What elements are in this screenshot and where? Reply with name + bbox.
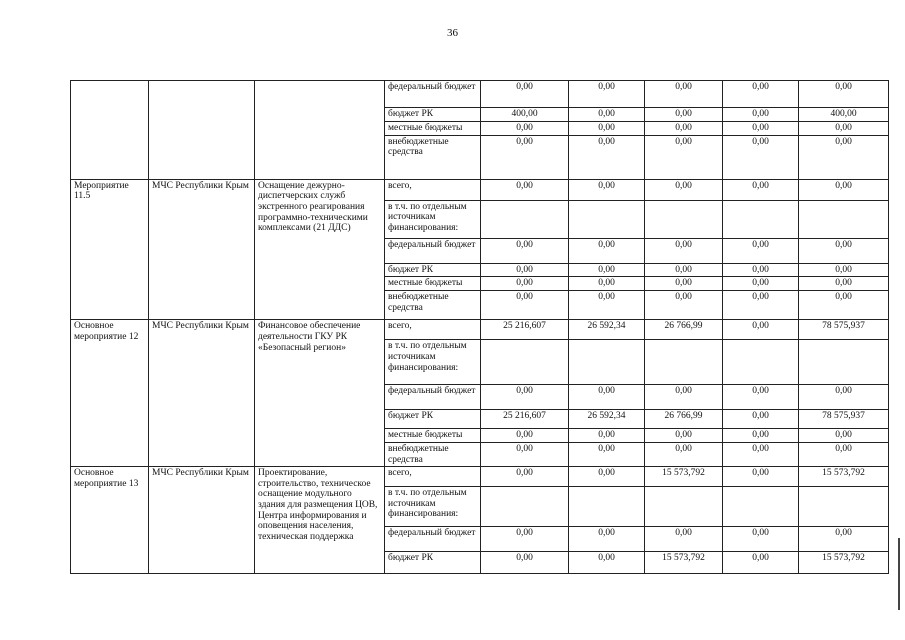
amount-cell — [645, 200, 723, 238]
amount-cell: 0,00 — [723, 410, 799, 429]
funding-source-cell: внебюджетные средства — [385, 442, 481, 466]
funding-source-cell: в т.ч. по отдельным источникам финансирования: — [385, 200, 481, 238]
amount-cell: 0,00 — [569, 467, 645, 487]
amount-cell: 26 766,99 — [645, 410, 723, 429]
description-cell: Оснащение дежурно-диспетчерских служб экстренного реагирования программно-техническими комплексами (21 ДДС) — [255, 179, 385, 320]
amount-cell: 0,00 — [723, 122, 799, 136]
amount-cell: 78 575,937 — [799, 320, 889, 340]
executor-cell: МЧС Республики Крым — [149, 467, 255, 574]
amount-cell: 0,00 — [799, 385, 889, 410]
amount-cell: 0,00 — [799, 429, 889, 443]
amount-cell — [569, 200, 645, 238]
amount-cell: 0,00 — [645, 385, 723, 410]
amount-cell: 0,00 — [569, 277, 645, 291]
amount-cell — [723, 487, 799, 527]
amount-cell: 0,00 — [569, 81, 645, 108]
description-cell — [255, 81, 385, 180]
amount-cell: 15 573,792 — [645, 467, 723, 487]
amount-cell: 0,00 — [569, 552, 645, 574]
executor-cell: МЧС Республики Крым — [149, 179, 255, 320]
amount-cell: 78 575,937 — [799, 410, 889, 429]
activity-cell: Мероприятие 11.5 — [71, 179, 149, 320]
amount-cell: 0,00 — [799, 442, 889, 466]
funding-source-cell: бюджет РК — [385, 108, 481, 122]
amount-cell: 0,00 — [799, 277, 889, 291]
amount-cell: 0,00 — [569, 108, 645, 122]
amount-cell: 0,00 — [481, 277, 569, 291]
amount-cell: 0,00 — [645, 108, 723, 122]
amount-cell: 0,00 — [481, 81, 569, 108]
table-row — [71, 81, 889, 108]
amount-cell: 0,00 — [569, 263, 645, 277]
executor-cell — [149, 81, 255, 180]
amount-cell: 0,00 — [723, 238, 799, 263]
amount-cell: 0,00 — [723, 442, 799, 466]
amount-cell: 15 573,792 — [799, 552, 889, 574]
amount-cell: 0,00 — [723, 81, 799, 108]
amount-cell: 0,00 — [481, 385, 569, 410]
activity-cell: Основное мероприятие 13 — [71, 467, 149, 574]
amount-cell: 0,00 — [481, 179, 569, 200]
amount-cell: 0,00 — [723, 429, 799, 443]
table-row — [71, 320, 889, 340]
amount-cell: 0,00 — [645, 81, 723, 108]
amount-cell: 0,00 — [569, 429, 645, 443]
amount-cell — [569, 340, 645, 385]
table-row — [71, 467, 889, 487]
table-row — [71, 179, 889, 200]
funding-source-cell: местные бюджеты — [385, 429, 481, 443]
amount-cell: 26 592,34 — [569, 320, 645, 340]
amount-cell — [481, 200, 569, 238]
funding-source-cell: федеральный бюджет — [385, 527, 481, 552]
amount-cell: 0,00 — [645, 179, 723, 200]
executor-cell: МЧС Республики Крым — [149, 320, 255, 467]
funding-source-cell: федеральный бюджет — [385, 385, 481, 410]
amount-cell — [723, 340, 799, 385]
amount-cell — [645, 487, 723, 527]
amount-cell — [799, 340, 889, 385]
amount-cell: 0,00 — [481, 238, 569, 263]
amount-cell: 0,00 — [481, 467, 569, 487]
amount-cell: 0,00 — [799, 527, 889, 552]
amount-cell: 26 766,99 — [645, 320, 723, 340]
funding-source-cell: федеральный бюджет — [385, 81, 481, 108]
funding-source-cell: местные бюджеты — [385, 277, 481, 291]
page-number: 36 — [447, 27, 458, 39]
amount-cell: 0,00 — [799, 238, 889, 263]
amount-cell — [481, 487, 569, 527]
amount-cell: 0,00 — [799, 291, 889, 320]
description-cell: Проектирование, строительство, техническое оснащение модульного здания для размещения ЦОВ, Центра информирования и оповещения населения, техническая поддержка — [255, 467, 385, 574]
amount-cell: 0,00 — [799, 263, 889, 277]
amount-cell: 0,00 — [645, 429, 723, 443]
funding-source-cell: всего, — [385, 320, 481, 340]
amount-cell: 0,00 — [645, 263, 723, 277]
amount-cell: 26 592,34 — [569, 410, 645, 429]
amount-cell — [799, 200, 889, 238]
activity-cell: Основное мероприятие 12 — [71, 320, 149, 467]
amount-cell: 0,00 — [569, 238, 645, 263]
funding-source-cell: бюджет РК — [385, 410, 481, 429]
amount-cell: 0,00 — [645, 527, 723, 552]
amount-cell: 0,00 — [723, 179, 799, 200]
amount-cell: 400,00 — [481, 108, 569, 122]
amount-cell — [645, 340, 723, 385]
amount-cell: 15 573,792 — [799, 467, 889, 487]
amount-cell — [569, 487, 645, 527]
amount-cell: 0,00 — [723, 467, 799, 487]
amount-cell: 0,00 — [723, 277, 799, 291]
description-cell: Финансовое обеспечение деятельности ГКУ РК «Безопасный регион» — [255, 320, 385, 467]
amount-cell: 0,00 — [481, 442, 569, 466]
amount-cell: 0,00 — [723, 527, 799, 552]
amount-cell: 0,00 — [799, 81, 889, 108]
amount-cell: 0,00 — [481, 122, 569, 136]
amount-cell: 0,00 — [569, 122, 645, 136]
amount-cell: 0,00 — [645, 291, 723, 320]
amount-cell: 0,00 — [723, 291, 799, 320]
amount-cell: 0,00 — [569, 442, 645, 466]
amount-cell: 0,00 — [569, 135, 645, 179]
amount-cell: 0,00 — [481, 552, 569, 574]
amount-cell: 0,00 — [481, 291, 569, 320]
amount-cell: 0,00 — [569, 527, 645, 552]
amount-cell — [799, 487, 889, 527]
amount-cell: 0,00 — [723, 385, 799, 410]
amount-cell: 0,00 — [569, 179, 645, 200]
funding-source-cell: всего, — [385, 467, 481, 487]
amount-cell: 0,00 — [645, 238, 723, 263]
amount-cell — [723, 200, 799, 238]
funding-source-cell: в т.ч. по отдельным источникам финансирования: — [385, 340, 481, 385]
amount-cell: 0,00 — [723, 320, 799, 340]
amount-cell: 0,00 — [723, 108, 799, 122]
amount-cell: 0,00 — [723, 263, 799, 277]
amount-cell: 0,00 — [481, 527, 569, 552]
amount-cell: 0,00 — [481, 135, 569, 179]
funding-source-cell: федеральный бюджет — [385, 238, 481, 263]
funding-source-cell: в т.ч. по отдельным источникам финансирования: — [385, 487, 481, 527]
amount-cell: 0,00 — [481, 429, 569, 443]
amount-cell: 25 216,607 — [481, 410, 569, 429]
amount-cell: 0,00 — [799, 122, 889, 136]
amount-cell — [481, 340, 569, 385]
amount-cell: 0,00 — [569, 385, 645, 410]
amount-cell: 0,00 — [799, 179, 889, 200]
amount-cell: 15 573,792 — [645, 552, 723, 574]
amount-cell: 0,00 — [645, 277, 723, 291]
funding-source-cell: бюджет РК — [385, 263, 481, 277]
funding-source-cell: внебюджетные средства — [385, 135, 481, 179]
activity-cell — [71, 81, 149, 180]
funding-source-cell: внебюджетные средства — [385, 291, 481, 320]
amount-cell: 0,00 — [645, 442, 723, 466]
amount-cell: 0,00 — [645, 135, 723, 179]
amount-cell: 0,00 — [645, 122, 723, 136]
funding-source-cell: местные бюджеты — [385, 122, 481, 136]
funding-source-cell: бюджет РК — [385, 552, 481, 574]
amount-cell: 0,00 — [723, 135, 799, 179]
amount-cell: 0,00 — [723, 552, 799, 574]
amount-cell: 0,00 — [569, 291, 645, 320]
amount-cell: 25 216,607 — [481, 320, 569, 340]
amount-cell: 400,00 — [799, 108, 889, 122]
funding-source-cell: всего, — [385, 179, 481, 200]
funding-table — [70, 80, 889, 574]
amount-cell: 0,00 — [481, 263, 569, 277]
amount-cell: 0,00 — [799, 135, 889, 179]
scan-edge — [898, 538, 900, 610]
